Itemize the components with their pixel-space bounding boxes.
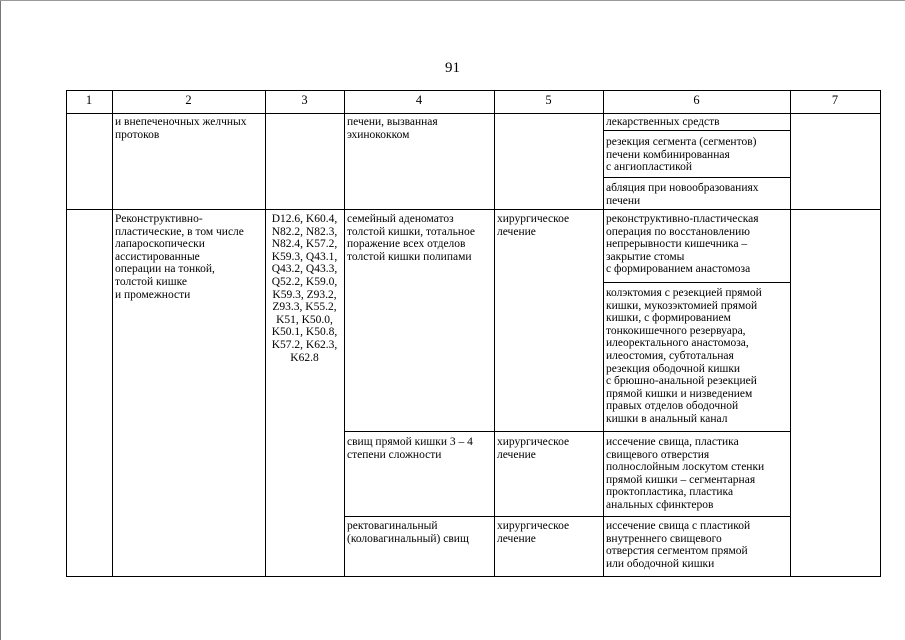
- table-cell: лекарственных средств: [606, 116, 720, 128]
- table-cell: ректовагинальный (коловагинальный) свищ: [347, 520, 469, 545]
- header-bottom-border: [66, 113, 880, 114]
- table-top-border: [66, 90, 880, 91]
- table-cell: иссечение свища, пластика свищевого отверстия полнослойным лоскутом стенки прямой кишки – сегментарная проктопластика, пластика анальных сфинктеров: [606, 436, 765, 511]
- subrow-divider: [344, 431, 790, 432]
- column-divider: [790, 90, 791, 577]
- column-divider: [494, 90, 495, 577]
- row-divider: [66, 209, 880, 210]
- header-col-4: 4: [415, 93, 423, 107]
- subrow-divider: [344, 516, 790, 517]
- table-cell: и внепеченочных желчных протоков: [115, 116, 247, 141]
- table-cell: печени, вызванная эхинококком: [347, 116, 438, 141]
- column-divider: [880, 90, 881, 577]
- table-bottom-border: [66, 576, 880, 577]
- table-cell: хирургическое лечение: [497, 520, 570, 545]
- header-col-2: 2: [185, 93, 192, 107]
- cell-divider: [603, 282, 790, 283]
- column-divider: [603, 90, 604, 577]
- cell-divider: [603, 177, 790, 178]
- table-cell: резекция сегмента (сегментов) печени комбинированная с ангиопластикой: [606, 136, 757, 174]
- table-cell: абляция при новообразованиях печени: [606, 182, 759, 207]
- page-number: 91: [445, 60, 460, 76]
- table-cell: иссечение свища с пластикой внутреннего свищевого отверстия сегментом прямой или ободочной кишки: [606, 520, 751, 570]
- header-col-6: 6: [693, 93, 700, 107]
- column-divider: [66, 90, 67, 577]
- table-cell: семейный аденоматоз толстой кишки, тотальное поражение всех отделов толстой кишки полипами: [347, 213, 476, 263]
- table-cell: хирургическое лечение: [497, 213, 570, 238]
- column-divider: [112, 90, 113, 577]
- cell-divider: [603, 130, 790, 131]
- header-col-7: 7: [831, 93, 839, 107]
- header-col-3: 3: [301, 93, 308, 107]
- header-col-1: 1: [85, 93, 93, 107]
- table-cell: D12.6, K60.4, N82.2, N82.3, N82.4, K57.2, K59.3, Q43.1, Q43.2, Q43.3, Q52.2, K59.0, K59.3, Z93.2, Z93.3, K55.2, K51, K50.0, K50.1, K50.8, K57.2, K62.3, K62.8: [271, 213, 338, 364]
- table-cell: реконструктивно-пластическая операция по восстановлению непрерывности кишечника – закрытие стомы с формированием анастомоза: [606, 213, 759, 276]
- table-cell: колэктомия с резекцией прямой кишки, мукозэктомией прямой кишки, с формированием тонкокишечного резервуара, илеоректального анастомоза, илеостомия, субтотальная резекция ободочной кишки с брюшно-анальной резекцией прямой кишки и низведением правых отделов ободочной кишки в анальный канал: [606, 287, 762, 425]
- column-divider: [344, 90, 345, 577]
- table-cell: хирургическое лечение: [497, 436, 570, 461]
- table-cell: свищ прямой кишки 3 – 4 степени сложности: [347, 436, 473, 461]
- header-col-5: 5: [545, 93, 552, 107]
- table-cell: Реконструктивно- пластические, в том числе лапароскопически ассистированные операции на тонкой, толстой кишке и промежности: [115, 213, 244, 301]
